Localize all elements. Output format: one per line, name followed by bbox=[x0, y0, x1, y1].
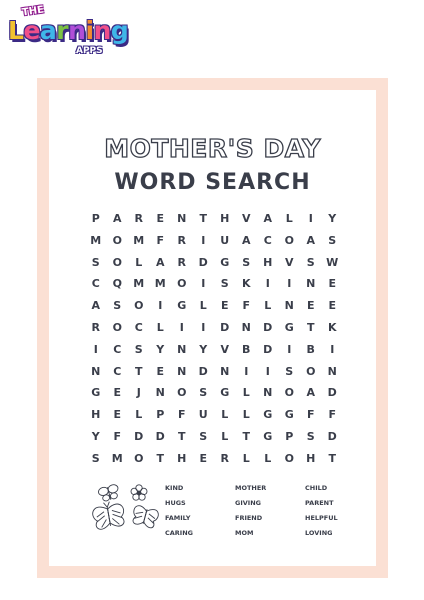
grid-letter: O bbox=[134, 451, 144, 465]
grid-letter: L bbox=[135, 408, 143, 422]
grid-letter: N bbox=[177, 212, 187, 225]
grid-letter: L bbox=[242, 386, 250, 400]
grid-letter: T bbox=[328, 451, 336, 465]
grid-letter: O bbox=[112, 233, 122, 247]
grid-letter: O bbox=[306, 364, 316, 378]
logo-letter: n bbox=[93, 16, 111, 45]
grid-letter: N bbox=[177, 364, 187, 378]
logo-letter: g bbox=[110, 16, 129, 45]
grid-letter: G bbox=[177, 299, 187, 313]
grid-letter: L bbox=[156, 320, 164, 334]
grid-letter: F bbox=[328, 408, 336, 422]
word-list-item: CHILD bbox=[305, 484, 328, 492]
logo-letter: r bbox=[56, 16, 69, 45]
grid-letter: D bbox=[155, 429, 165, 443]
title-word-search: WORD SEARCH bbox=[114, 170, 311, 195]
grid-letter: I bbox=[158, 299, 163, 313]
logo-letter: L bbox=[8, 16, 24, 45]
grid-letter: O bbox=[284, 386, 294, 400]
grid-letter: W bbox=[326, 255, 339, 269]
grid-letter: A bbox=[306, 386, 315, 400]
grid-letter: Y bbox=[156, 342, 165, 356]
grid-letter: F bbox=[242, 299, 250, 313]
title-mothers-day: MOTHER'S DAY bbox=[104, 134, 321, 163]
grid-letter: D bbox=[220, 320, 230, 334]
word-list-item: MOM bbox=[235, 529, 254, 537]
grid-letter: S bbox=[199, 386, 208, 400]
word-list-item: MOTHER bbox=[235, 484, 267, 492]
grid-letter: N bbox=[155, 386, 165, 400]
grid-letter: N bbox=[91, 364, 101, 378]
grid-letter: H bbox=[177, 451, 187, 465]
grid-letter: G bbox=[263, 408, 273, 422]
word-list-item: PARENT bbox=[305, 499, 334, 507]
grid-letter: D bbox=[327, 429, 337, 443]
grid-letter: R bbox=[134, 212, 143, 225]
logo-apps-text: APPS bbox=[76, 46, 103, 56]
grid-letter: L bbox=[221, 408, 229, 422]
grid-letter: E bbox=[199, 451, 207, 465]
grid-letter: E bbox=[220, 299, 229, 313]
grid-letter: G bbox=[284, 408, 294, 422]
grid-letter: Y bbox=[91, 429, 100, 443]
letter-grid bbox=[85, 208, 343, 470]
grid-letter: I bbox=[265, 364, 270, 378]
grid-letter: V bbox=[284, 255, 294, 269]
word-list-item: HELPFUL bbox=[305, 514, 338, 522]
grid-letter: V bbox=[220, 342, 229, 356]
grid-letter: G bbox=[284, 320, 294, 334]
grid-letter: N bbox=[263, 386, 273, 400]
grid-letter: P bbox=[285, 429, 294, 443]
logo-letter: n bbox=[68, 16, 86, 45]
grid-letter: I bbox=[244, 364, 249, 378]
grid-letter: T bbox=[134, 364, 143, 378]
grid-letter: I bbox=[201, 277, 206, 291]
grid-letter: D bbox=[198, 255, 208, 269]
grid-letter: B bbox=[306, 342, 315, 356]
grid-letter: I bbox=[330, 342, 335, 356]
grid-letter: G bbox=[220, 386, 230, 400]
grid-letter: I bbox=[93, 342, 98, 356]
grid-letter: L bbox=[242, 451, 250, 465]
grid-letter: G bbox=[220, 255, 230, 269]
grid-letter: R bbox=[177, 233, 186, 247]
grid-letter: A bbox=[306, 233, 315, 247]
grid-letter: L bbox=[285, 212, 293, 225]
the-learning-apps-logo bbox=[6, 6, 140, 62]
logo-letter: i bbox=[85, 16, 94, 45]
grid-letter: E bbox=[113, 386, 121, 400]
grid-letter: T bbox=[199, 212, 207, 225]
grid-letter: O bbox=[284, 233, 294, 247]
grid-letter: S bbox=[134, 342, 143, 356]
grid-letter: D bbox=[327, 386, 337, 400]
grid-letter: L bbox=[221, 429, 229, 443]
grid-letter: E bbox=[328, 277, 336, 291]
grid-letter: S bbox=[199, 429, 208, 443]
grid-letter: I bbox=[308, 212, 313, 225]
grid-letter: L bbox=[264, 451, 272, 465]
grid-letter: G bbox=[263, 429, 273, 443]
grid-letter: I bbox=[201, 233, 206, 247]
grid-letter: T bbox=[306, 320, 315, 334]
grid-letter: N bbox=[284, 299, 294, 313]
grid-letter: N bbox=[220, 364, 230, 378]
grid-letter: K bbox=[327, 320, 337, 334]
grid-letter: M bbox=[133, 233, 145, 247]
butterflies-and-flower-icon bbox=[89, 481, 161, 533]
grid-letter: C bbox=[113, 342, 122, 356]
grid-letter: Y bbox=[328, 212, 337, 225]
grid-letter: A bbox=[112, 212, 122, 225]
word-list-item: GIVING bbox=[235, 499, 261, 507]
grid-letter: N bbox=[327, 364, 337, 378]
grid-letter: O bbox=[284, 451, 294, 465]
grid-letter: Y bbox=[199, 342, 208, 356]
grid-letter: F bbox=[306, 408, 315, 422]
grid-letter: V bbox=[241, 212, 251, 225]
grid-letter: L bbox=[199, 299, 207, 313]
grid-letter: H bbox=[306, 451, 316, 465]
grid-letter: U bbox=[198, 408, 208, 422]
grid-letter: E bbox=[328, 299, 336, 313]
worksheet bbox=[49, 90, 376, 566]
grid-letter: P bbox=[91, 212, 100, 225]
grid-letter: T bbox=[242, 429, 250, 443]
grid-letter: C bbox=[91, 277, 100, 291]
grid-letter: O bbox=[112, 320, 122, 334]
grid-letter: C bbox=[134, 320, 143, 334]
grid-letter: O bbox=[112, 255, 122, 269]
grid-letter: M bbox=[111, 451, 123, 465]
grid-letter: M bbox=[133, 277, 145, 291]
grid-letter: I bbox=[265, 277, 270, 291]
grid-letter: S bbox=[242, 255, 251, 269]
grid-letter: S bbox=[113, 299, 122, 313]
grid-letter: T bbox=[156, 451, 164, 465]
grid-letter: E bbox=[156, 212, 164, 225]
grid-letter: N bbox=[177, 342, 187, 356]
word-list-item: FRIEND bbox=[235, 514, 263, 522]
grid-letter: L bbox=[242, 408, 250, 422]
grid-letter: A bbox=[91, 299, 100, 313]
grid-letter: C bbox=[113, 364, 122, 378]
grid-letter: M bbox=[154, 277, 166, 291]
grid-letter: I bbox=[287, 277, 292, 291]
grid-letter: R bbox=[220, 451, 229, 465]
word-list bbox=[165, 481, 365, 541]
grid-letter: I bbox=[201, 320, 206, 334]
grid-letter: P bbox=[156, 408, 165, 422]
grid-letter: A bbox=[241, 233, 251, 247]
grid-letter: R bbox=[91, 320, 100, 334]
grid-letter: N bbox=[306, 277, 316, 291]
grid-letter: D bbox=[198, 364, 208, 378]
grid-letter: U bbox=[220, 233, 230, 247]
grid-letter: D bbox=[134, 429, 144, 443]
grid-letter: S bbox=[91, 451, 100, 465]
grid-letter: S bbox=[91, 255, 100, 269]
grid-letter: E bbox=[156, 364, 164, 378]
grid-letter: E bbox=[306, 299, 315, 313]
grid-letter: I bbox=[179, 320, 184, 334]
grid-letter: D bbox=[263, 342, 273, 356]
grid-letter: G bbox=[91, 386, 101, 400]
grid-letter: F bbox=[177, 408, 186, 422]
grid-letter: L bbox=[264, 299, 272, 313]
grid-letter: S bbox=[306, 255, 315, 269]
grid-letter: S bbox=[220, 277, 229, 291]
grid-letter: F bbox=[156, 233, 164, 247]
worksheet-frame bbox=[37, 78, 388, 578]
grid-letter: Q bbox=[112, 277, 122, 291]
grid-letter: M bbox=[90, 233, 102, 247]
grid-letter: A bbox=[155, 255, 165, 269]
grid-letter: R bbox=[177, 255, 186, 269]
word-list-item: FAMILY bbox=[165, 514, 191, 522]
logo-letter: a bbox=[39, 16, 57, 45]
grid-letter: S bbox=[285, 364, 294, 378]
grid-letter: H bbox=[263, 255, 273, 269]
grid-letter: S bbox=[306, 429, 315, 443]
word-list-item: HUGS bbox=[165, 499, 186, 507]
grid-letter: L bbox=[135, 255, 143, 269]
grid-letter: I bbox=[287, 342, 292, 356]
grid-letter: K bbox=[241, 277, 251, 291]
word-list-item: LOVING bbox=[305, 529, 333, 537]
grid-letter: N bbox=[241, 320, 251, 334]
grid-letter: O bbox=[134, 299, 144, 313]
word-list-item: CARING bbox=[165, 529, 193, 537]
grid-letter: B bbox=[242, 342, 251, 356]
logo-letter: e bbox=[23, 16, 40, 45]
word-list-item: KIND bbox=[165, 484, 184, 492]
logo-the-text: THE bbox=[21, 4, 45, 19]
grid-letter: F bbox=[113, 429, 121, 443]
grid-letter: D bbox=[263, 320, 273, 334]
grid-letter: A bbox=[263, 212, 272, 225]
grid-letter: H bbox=[220, 212, 230, 225]
grid-letter: T bbox=[177, 429, 186, 443]
grid-letter: E bbox=[113, 408, 121, 422]
grid-letter: H bbox=[91, 408, 101, 422]
grid-letter: C bbox=[263, 233, 272, 247]
grid-letter: J bbox=[136, 386, 141, 400]
logo-learning-text bbox=[8, 16, 128, 45]
grid-letter: O bbox=[177, 277, 187, 291]
grid-letter: S bbox=[328, 233, 337, 247]
grid-letter: O bbox=[177, 386, 187, 400]
